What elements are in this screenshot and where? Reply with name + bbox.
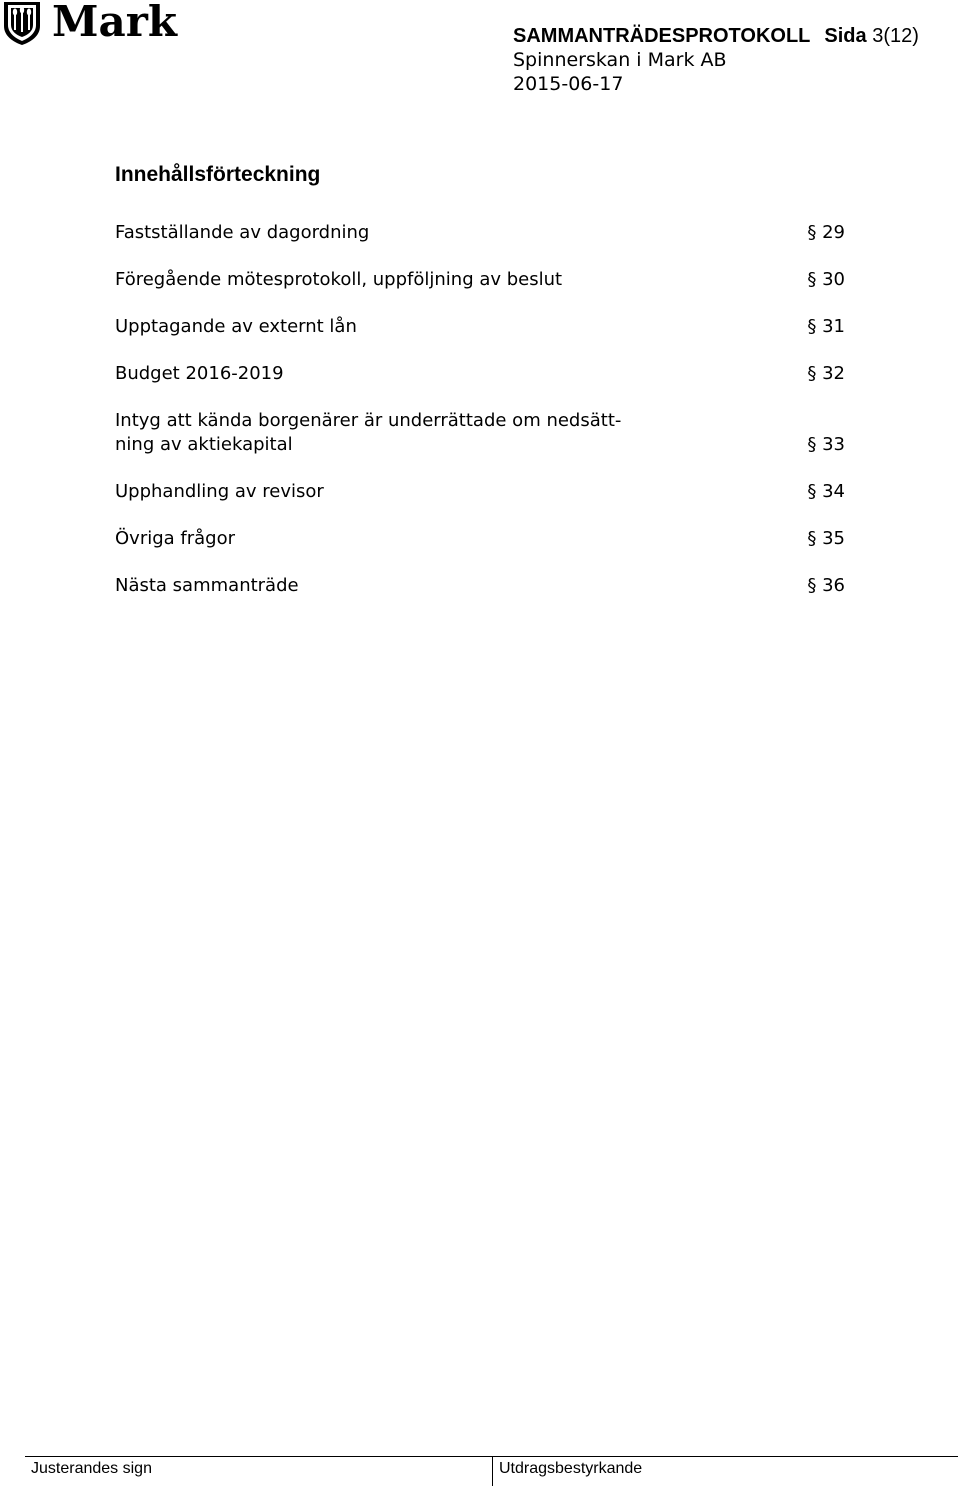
table-of-contents (115, 221, 845, 621)
toc-item-label: Övriga frågor (115, 528, 236, 549)
municipal-shield-icon (2, 0, 42, 46)
organization-name: Spinnerskan i Mark AB (513, 49, 727, 71)
footer-signature-label: Justerandes sign (31, 1460, 152, 1477)
toc-item-label: Upphandling av revisor (115, 481, 324, 502)
toc-item (115, 574, 845, 598)
toc-item (115, 315, 845, 339)
meeting-date: 2015-06-17 (513, 73, 624, 95)
page-number: 3(12) (872, 25, 919, 47)
toc-item-section: § 30 (807, 269, 845, 290)
toc-item (115, 221, 845, 245)
toc-item-label: Nästa sammanträde (115, 575, 299, 596)
toc-item-section: § 31 (807, 316, 845, 337)
header-title-row (513, 24, 919, 48)
toc-item-section: § 35 (807, 528, 845, 549)
toc-item-label: Intyg att kända borgenärer är underrättade om nedsätt- ning av aktiekapital (115, 410, 622, 455)
toc-item-label: Föregående mötesprotokoll, uppföljning av beslut (115, 269, 563, 290)
toc-item-label: Budget 2016-2019 (115, 363, 284, 384)
toc-item-section: § 29 (807, 222, 845, 243)
toc-item (115, 268, 845, 292)
document-type: SAMMANTRÄDESPROTOKOLL (513, 25, 811, 47)
logo-wordmark: Mark (52, 0, 177, 46)
toc-item (115, 527, 845, 551)
page-label: Sida (824, 25, 867, 47)
toc-item-label: Fastställande av dagordning (115, 222, 370, 243)
document-header (513, 24, 919, 96)
toc-item-section: § 36 (807, 575, 845, 596)
footer-divider (492, 1456, 493, 1486)
footer-certification-label: Utdragsbestyrkande (499, 1460, 643, 1477)
toc-title: Innehållsförteckning (115, 163, 321, 186)
toc-item-section: § 32 (807, 363, 845, 384)
toc-item (115, 480, 845, 504)
toc-item (115, 362, 845, 386)
toc-item-section: § 34 (807, 481, 845, 502)
toc-item-label: Upptagande av externt lån (115, 316, 357, 337)
toc-item (115, 409, 845, 457)
logo (2, 0, 177, 46)
toc-item-section: § 33 (807, 434, 845, 455)
